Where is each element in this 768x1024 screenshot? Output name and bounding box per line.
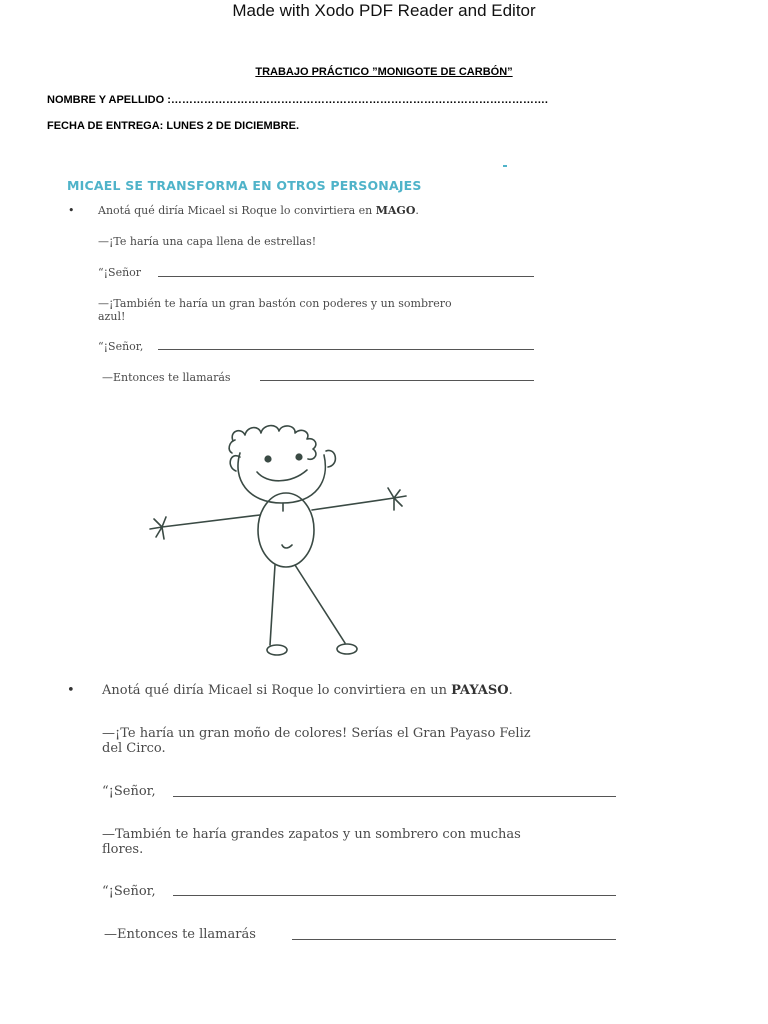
section-heading: MICAEL SE TRANSFORMA EN OTROS PERSONAJES bbox=[67, 178, 422, 193]
payaso-answer-1-label: “¡Señor, bbox=[102, 784, 156, 799]
stick-figure-drawing bbox=[140, 405, 440, 667]
payaso-answer-3-line[interactable] bbox=[292, 939, 616, 940]
payaso-bullet: • bbox=[67, 683, 75, 698]
payaso-dialogue-1a: —¡Te haría un gran moño de colores! Serías el Gran Payaso Feliz bbox=[102, 726, 531, 741]
payaso-prompt bbox=[102, 683, 513, 698]
payaso-answer-2-line[interactable] bbox=[173, 895, 616, 896]
mago-answer-3-line[interactable] bbox=[260, 380, 534, 381]
mago-answer-2-label: “¡Señor, bbox=[98, 340, 144, 353]
payaso-answer-2-label: “¡Señor, bbox=[102, 884, 156, 899]
payaso-answer-1-line[interactable] bbox=[173, 796, 616, 797]
payaso-keyword: PAYASO bbox=[451, 683, 509, 698]
payaso-dialogue-2b: flores. bbox=[102, 842, 144, 857]
mago-prompt-end: . bbox=[415, 204, 419, 217]
mago-answer-1-line[interactable] bbox=[158, 276, 534, 277]
name-field-line: NOMBRE Y APELLIDO :…………………………………………………………………………………………. bbox=[47, 94, 548, 106]
mago-answer-3-label: —Entonces te llamarás bbox=[102, 371, 231, 384]
payaso-dialogue-2a: —También te haría grandes zapatos y un sombrero con muchas bbox=[102, 827, 521, 842]
due-date-line: FECHA DE ENTREGA: LUNES 2 DE DICIEMBRE. bbox=[47, 120, 300, 132]
mago-dialogue-2b: azul! bbox=[98, 310, 126, 323]
mago-bullet: • bbox=[68, 204, 75, 217]
mago-dialogue-1: —¡Te haría una capa llena de estrellas! bbox=[98, 235, 317, 248]
decorative-dash bbox=[503, 165, 507, 167]
mago-answer-1-label: “¡Señor bbox=[98, 266, 142, 279]
payaso-prompt-text: Anotá qué diría Micael si Roque lo convirtiera en un bbox=[102, 683, 452, 698]
mago-dialogue-2a: —¡También te haría un gran bastón con poderes y un sombrero bbox=[98, 297, 452, 310]
payaso-prompt-end: . bbox=[508, 683, 513, 698]
watermark-text: Made with Xodo PDF Reader and Editor bbox=[232, 1, 536, 20]
payaso-dialogue-1b: del Circo. bbox=[102, 741, 166, 756]
payaso-answer-3-label: —Entonces te llamarás bbox=[104, 927, 256, 942]
mago-prompt-text: Anotá qué diría Micael si Roque lo convirtiera en bbox=[98, 204, 376, 217]
mago-answer-2-line[interactable] bbox=[158, 349, 534, 350]
document-title: TRABAJO PRÁCTICO ”MONIGOTE DE CARBÓN” bbox=[255, 66, 513, 78]
mago-keyword: MAGO bbox=[375, 204, 416, 217]
mago-prompt bbox=[98, 204, 419, 217]
